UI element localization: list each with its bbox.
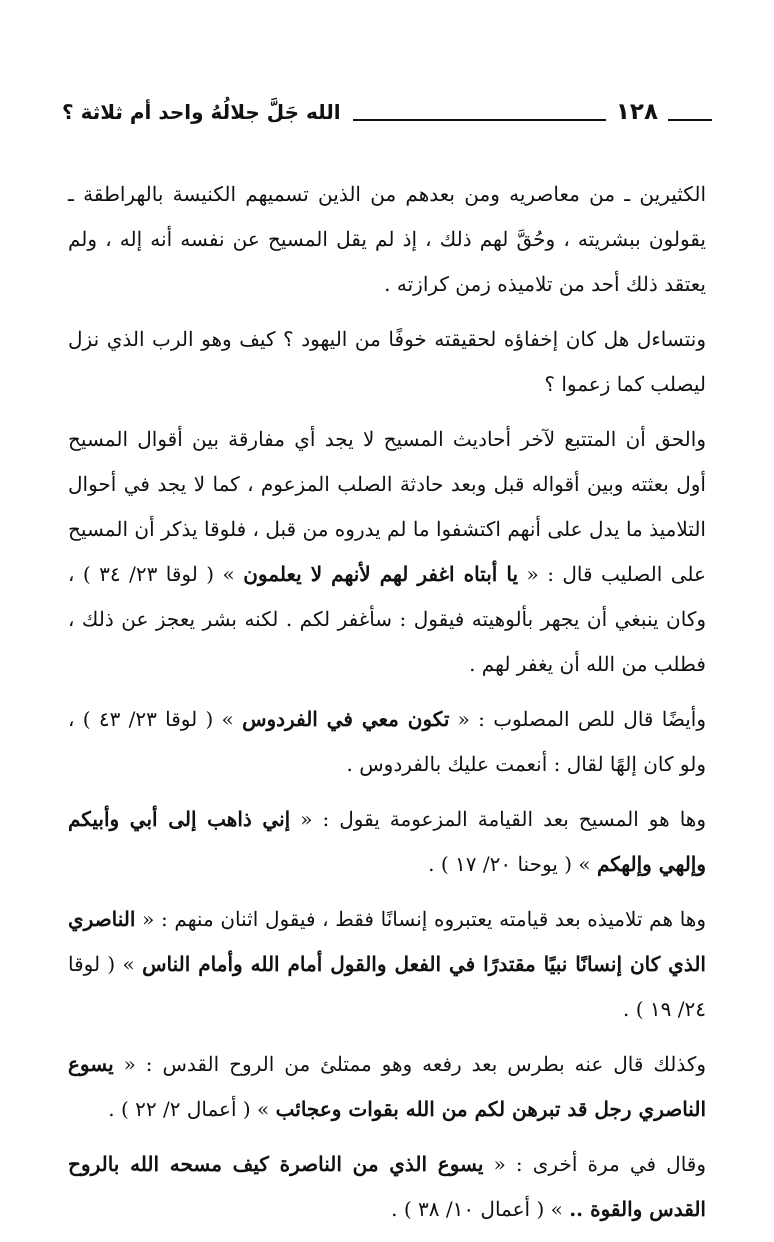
quotation: يا أبتاه اغفر لهم لأنهم لا يعلمون bbox=[243, 562, 519, 586]
paragraph-text: » ( لوقا ٢٣/ ٤٣ ) ، ولو كان إلهًا لقال : أنعمت عليك بالفردوس . bbox=[68, 707, 706, 776]
paragraph-text: وها هم تلاميذه بعد قيامته يعتبروه إنسانًا فقط ، فيقول اثنان منهم : « bbox=[135, 907, 706, 931]
running-title: الله جَلَّ جلالُهُ واحد أم ثلاثة ؟ bbox=[62, 100, 341, 124]
paragraph-text: وها هو المسيح بعد القيامة المزعومة يقول : « bbox=[290, 807, 706, 831]
page-body bbox=[68, 172, 706, 1242]
paragraph-text: وكذلك قال عنه بطرس بعد رفعه وهو ممتلئ من الروح القدس : « bbox=[113, 1052, 706, 1076]
paragraph-text: ونتساءل هل كان إخفاؤه لحقيقته خوفًا من اليهود ؟ كيف وهو الرب الذي نزل ليصلب كما زعموا ؟ bbox=[68, 327, 706, 396]
quotation: إني ذاهب إلى أبي وأبيكم وإلهي وإلهكم bbox=[68, 807, 706, 876]
paragraph-text: » ( يوحنا ٢٠/ ١٧ ) . bbox=[428, 852, 597, 876]
header-rule-long bbox=[353, 119, 606, 121]
paragraph bbox=[68, 417, 706, 687]
paragraph-text: » ( أعمال ٢/ ٢٢ ) . bbox=[108, 1097, 276, 1121]
paragraph bbox=[68, 172, 706, 307]
paragraph-text: وقال في مرة أخرى : « bbox=[483, 1152, 707, 1176]
paragraph-text: والحق أن المتتبع لآخر أحاديث المسيح لا يجد أي مفارقة بين أقوال المسيح أول بعثته وبين أقواله قبل وبعد حادثة الصلب المزعوم ، كما لا يجد في أحوال التلاميذ ما يدل على أنهم اكتشفوا ما لم يدروه من قبل ، فلوقا يذكر أن المسيح على الصليب قال : « bbox=[68, 427, 706, 586]
paragraph-text: وأيضًا قال للص المصلوب : « bbox=[449, 707, 706, 731]
quotation: تكون معي في الفردوس bbox=[242, 707, 450, 731]
quotation: يسوع الذي من الناصرة كيف مسحه الله بالروح القدس والقوة .. bbox=[68, 1152, 706, 1221]
quotation: يسوع الناصري رجل قد تبرهن لكم من الله بقوات وعجائب bbox=[68, 1052, 706, 1121]
running-header bbox=[62, 92, 712, 132]
paragraph-text: الكثيرين ـ من معاصريه ومن بعدهم من الذين تسميهم الكنيسة بالهراطقة ـ يقولون ببشريته ، وحُقَّ لهم ذلك ، إذ لم يقل المسيح عن نفسه أنه إله ، ولم يعتقد ذلك أحد من تلاميذه زمن كرازته . bbox=[68, 182, 706, 296]
paragraph bbox=[68, 897, 706, 1032]
paragraph bbox=[68, 1042, 706, 1132]
paragraph bbox=[68, 697, 706, 787]
paragraph bbox=[68, 1142, 706, 1232]
page-number: ١٢٨ bbox=[615, 99, 658, 125]
header-rule-short bbox=[668, 119, 712, 121]
paragraph-text: » ( أعمال ١٠/ ٣٨ ) . bbox=[391, 1197, 570, 1221]
quotation: الناصري الذي كان إنسانًا نبيًا مقتدرًا في الفعل والقول أمام الله وأمام الناس bbox=[68, 907, 706, 976]
paragraph bbox=[68, 317, 706, 407]
paragraph-text: » ( لوقا ٢٣/ ٣٤ ) ، وكان ينبغي أن يجهر بألوهيته فيقول : سأغفر لكم . لكنه بشر يعجز عن ذلك ، فطلب من الله أن يغفر لهم . bbox=[68, 562, 706, 676]
paragraph bbox=[68, 797, 706, 887]
paragraph-text: » ( لوقا ٢٤/ ١٩ ) . bbox=[68, 952, 706, 1021]
